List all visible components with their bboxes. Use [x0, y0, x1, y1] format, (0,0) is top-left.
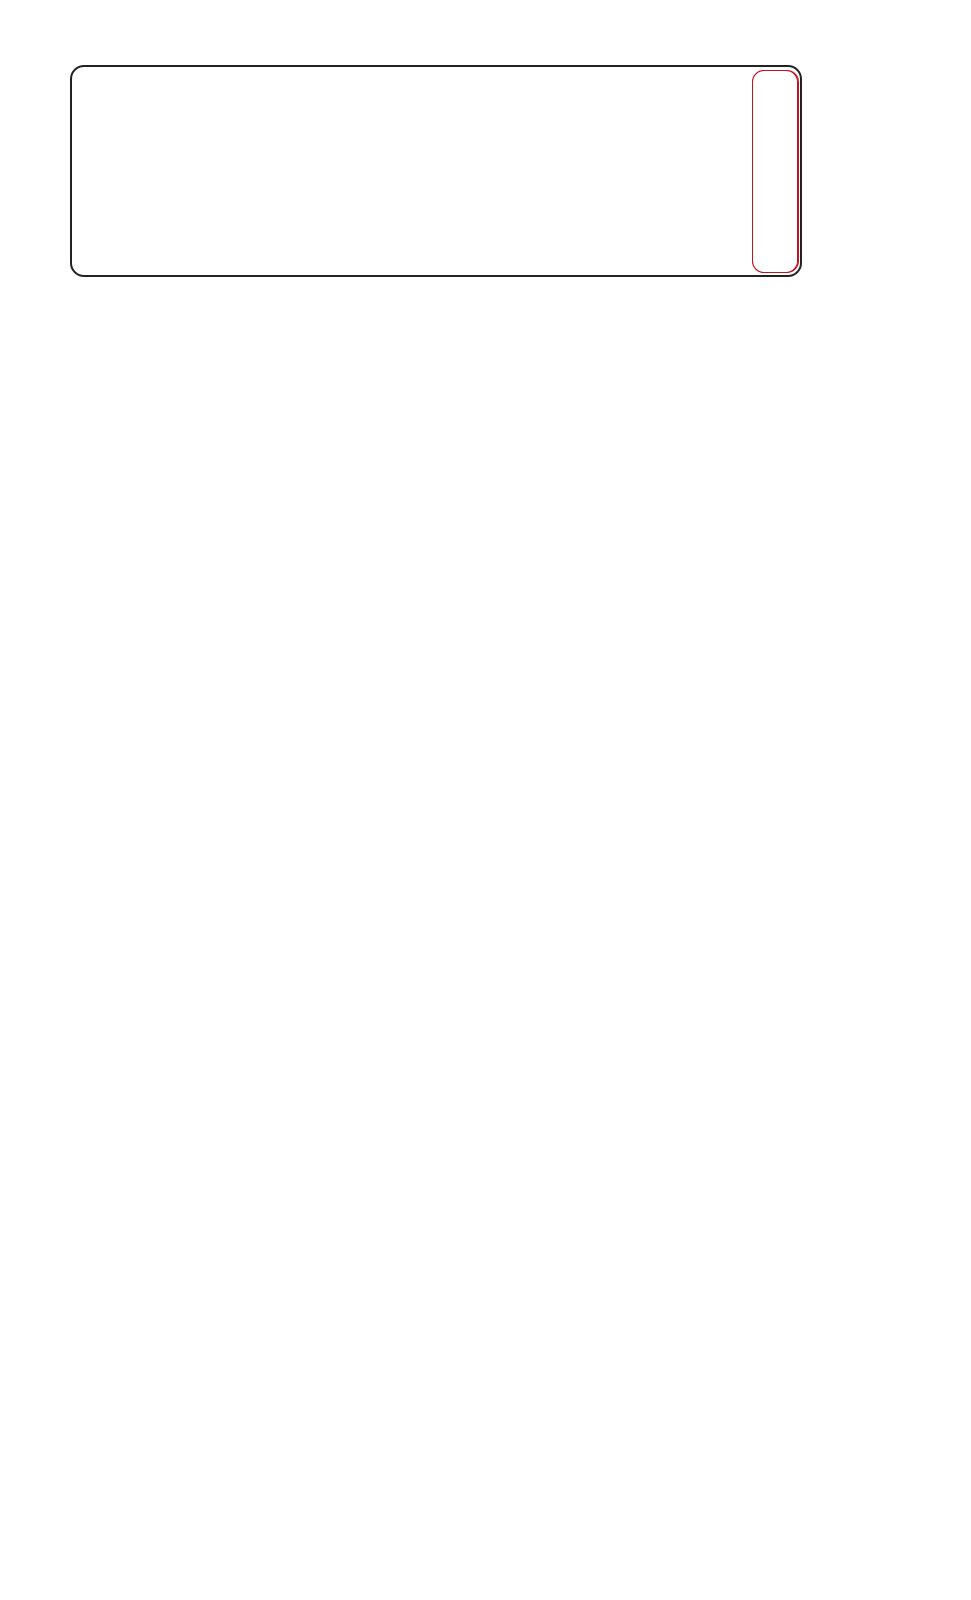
- staff-editorial-box: [752, 70, 799, 273]
- masthead-frame: [70, 65, 802, 277]
